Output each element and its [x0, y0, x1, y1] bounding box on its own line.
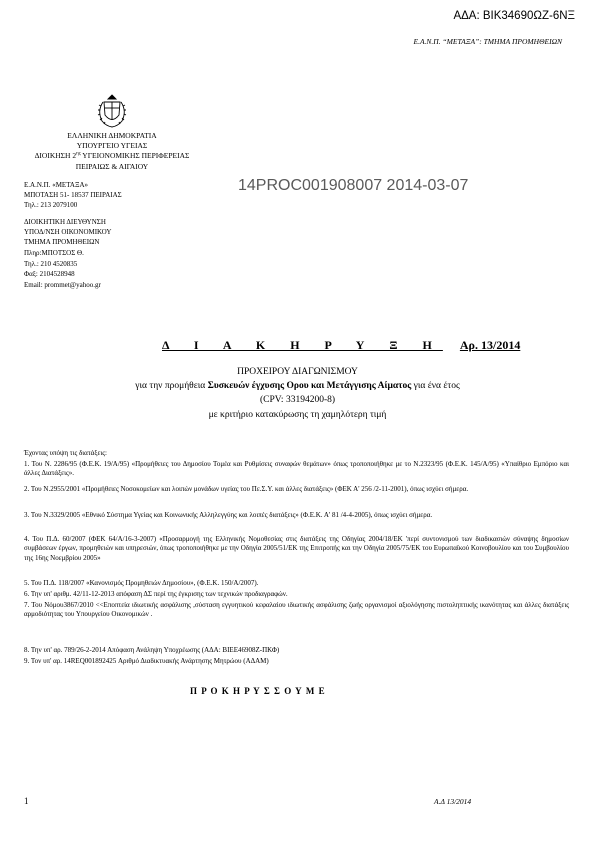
sender-department: ΤΜΗΜΑ ΠΡΟΜΗΘΕΙΩΝ [24, 238, 100, 246]
sender-address: ΜΠΟΤΑΣΗ 51- 18537 ΠΕΙΡΑΙΑΣ [24, 191, 122, 199]
declaration-heading [162, 338, 520, 353]
authority-region-ordinal: ης [76, 151, 81, 157]
sender-contact-person: Πληρ:ΜΠΟΤΣΟΣ Θ. [24, 249, 84, 257]
sender-email: Email: prommet@yahoo.gr [24, 281, 101, 289]
sender-phone: Τηλ.: 213 2079100 [24, 201, 78, 209]
tender-cpv: (CPV: 33194200-8) [259, 395, 336, 405]
sender-fax: Φαξ: 2104528948 [24, 270, 75, 278]
authority-region-suffix: ΥΓΕΙΟΝΟΜΙΚΗΣ ΠΕΡΙΦΕΡΕΙΑΣ [80, 151, 190, 160]
greek-emblem-icon [94, 93, 130, 129]
provision-item-8: 8. Την υπ' αρ. 789/26-2-2014 Απόφαση Ανάληψη Υποχρέωσης (ΑΔΑ: ΒΙΕΕ46908Ζ-ΠΚΦ) [24, 646, 280, 654]
tender-purpose-prefix: για την προμήθεια [135, 381, 208, 391]
provision-item-7: 7. Του Νόμου3867/2010 <<Εποπτεία ιδιωτικής ασφάλισης ,σύσταση εγγυητικού κεφαλαίου ιδιωτικής ασφάλισης ζωής οργανισμοί αξιολόγησης πιστοληπτικής ικανότητας και άλλες διατάξεις αρμοδιότητας του Υπουργείου Οικονομικών . [24, 601, 569, 619]
tender-purpose-item: Συσκευών έγχυσης Ορου και Μετάγγισης Αίματος [207, 381, 412, 391]
provision-item-9: 9. Τον υπ' αρ. 14REQ001892425 Αριθμό Διαδικτυακής Ανάρτησης Μητρώου (ΑΔΑΜ) [24, 657, 269, 665]
tender-criterion: με κριτήριο κατακύρωσης τη χαμηλότερη τιμή [208, 410, 387, 420]
provision-item-3: 3. Του Ν.3329/2005 «Εθνικό Σύστημα Υγείας και Κοινωνικής Αλληλεγγύης και λοιπές διατάξεις» (Φ.Ε.Κ. Α' 81 /4-4-2005), όπως ισχύει σήμερα. [24, 511, 433, 519]
provision-item-4: 4. Του Π.Δ. 60/2007 (ΦΕΚ 64/Α/16-3-2007) «Προσαρμογή της Ελληνικής Νομοθεσίας στις διατάξεις της Οδηγίας 2004/18/ΕΚ 'περί συντονισμού των διαδικασιών σύναψης δημοσίων συμβάσεων έργων, προμηθειών και υπηρεσιών, όπως τροποποιήθηκε με την Οδηγία 2005/51/ΕΚ της Επιτροπής και την Οδηγία 2005/75/ΕΚ του Ευρωπαϊκού Κοινοβουλίου και του Συμβουλίου της 16ης Νοεμβρίου 2005» [24, 535, 569, 562]
sender-hospital: Ε.Α.Ν.Π. «ΜΕΤΑΞΑ» [24, 181, 89, 189]
protocol-number: 14PROC001908007 2014-03-07 [238, 177, 469, 194]
tender-purpose [0, 381, 595, 391]
provisions-intro: Έχοντας υπόψη τις διατάξεις: [24, 449, 107, 457]
tender-type: ΠΡΟΧΕΙΡΟΥ ΔΙΑΓΩΝΙΣΜΟΥ [237, 367, 358, 377]
provision-item-5: 5. Του Π.Δ. 118/2007 «Κανονισμός Προμηθειών Δημοσίου», (Φ.Ε.Κ. 150/Α/2007). [24, 579, 259, 587]
declaration-title: Δ Ι Α Κ Η Ρ Υ Ξ Η [162, 338, 443, 352]
provision-item-2: 2. Του Ν.2955/2001 «Προμήθειες Νοσοκομείων και λοιπών μονάδων υγείας του Πε.Σ.Υ. και άλλες διατάξεις» (ΦΕΚ Α' 256 /2-11-2001), όπως ισχύει σήμερα. [24, 485, 469, 493]
authority-line-area: ΠΕΙΡΑΙΩΣ & ΑΙΓΑΙΟΥ [75, 162, 149, 171]
provision-item-6: 6. Την υπ' αριθμ. 42/11-12-2013 απόφαση ΔΣ περί της έγκρισης των τεχνικών προδιαγραφών. [24, 590, 288, 598]
page-number: 1 [24, 796, 29, 806]
sender-division: ΥΠΟΔ/ΝΣΗ ΟΙΚΟΝΟΜΙΚΟΥ [24, 228, 112, 236]
sender-directorate: ΔΙΟΙΚΗΤΙΚΗ ΔΙΕΥΘΥΝΣΗ [24, 218, 106, 226]
sender-department-phone: Τηλ.: 210 4520835 [24, 260, 78, 268]
authority-line-ministry: ΥΠΟΥΡΓΕΙΟ ΥΓΕΙΑΣ [76, 141, 148, 150]
authority-line-republic: ΕΛΛΗΝΙΚΗ ΔΗΜΟΚΡΑΤΙΑ [67, 131, 157, 140]
footer-declaration-ref: Α.Δ 13/2014 [434, 797, 472, 806]
announce-heading: Π Ρ Ο Κ Η Ρ Υ Σ Σ Ο Υ Μ Ε [190, 686, 326, 696]
tender-purpose-suffix: για ένα έτος [411, 381, 460, 391]
ada-code: ΑΔΑ: ΒΙΚ34690ΩΖ-6ΝΞ [453, 10, 575, 22]
authority-region-prefix: ΔΙΟΙΚΗΣΗ 2 [34, 151, 77, 160]
hospital-department-header: Ε.Α.Ν.Π. “ΜΕΤΑΞΑ”: ΤΜΗΜΑ ΠΡΟΜΗΘΕΙΩΝ [413, 37, 562, 46]
declaration-number: Αρ. 13/2014 [459, 338, 521, 352]
authority-line-region [24, 151, 200, 160]
provision-item-1: 1. Του Ν. 2286/95 (Φ.Ε.Κ. 19/Α/95) «Προμήθειες του Δημοσίου Τομέα και Ρυθμίσεις συναφών θεμάτων» όπως τροποποιήθηκε με το Ν.2323/95 (Φ.Ε.Κ. 145/Α/95) «Υπαίθριο Εμπόριο και άλλες Διατάξεις». [24, 460, 569, 478]
